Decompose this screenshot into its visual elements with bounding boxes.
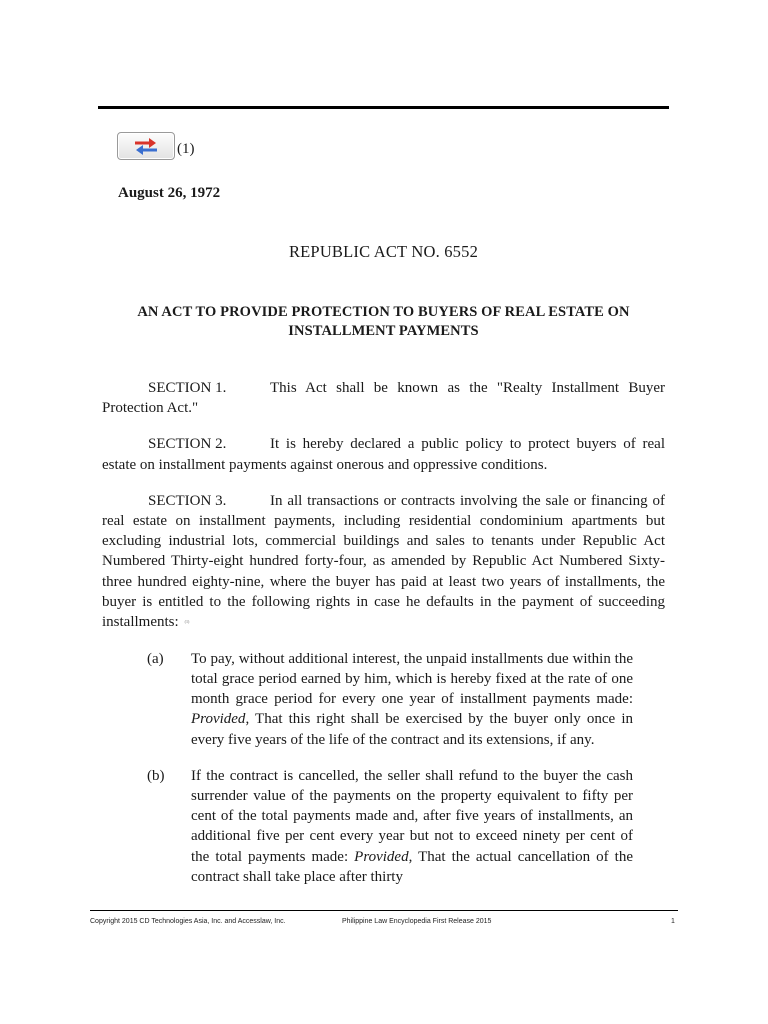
footer-release: Philippine Law Encyclopedia First Release 2015 (342, 918, 492, 925)
section-text: It is hereby declared a public policy to protect buyers of real estate on installment payments against onerous and oppressive conditions. (102, 436, 665, 473)
clause-proviso: Provided (354, 848, 409, 865)
act-title (110, 303, 657, 341)
section-1 (102, 378, 665, 418)
act-body (102, 378, 665, 903)
footnote-mark[interactable]: (1) (184, 619, 190, 625)
clause-text (191, 766, 633, 887)
swap-button[interactable] (117, 132, 175, 160)
clause-text-part: , That this right shall be exercised by the buyer only once in every five years of the life of the contract and its extensions, if any. (191, 711, 633, 748)
section-text: This Act shall be known as the "Realty Installment Buyer Protection Act." (102, 380, 665, 417)
top-rule (98, 106, 669, 109)
swap-arrows-icon (131, 136, 161, 156)
section-label: SECTION 3. (148, 492, 227, 509)
footnote-reference[interactable]: (1) (177, 140, 195, 157)
footer-rule (90, 910, 678, 911)
act-title-line-1: AN ACT TO PROVIDE PROTECTION TO BUYERS OF REAL ESTATE ON (137, 304, 630, 320)
clause-a (102, 649, 665, 750)
clause-text-part: If the contract is cancelled, the seller shall refund to the buyer the cash surrender value of the payments on the property equivalent to fifty per cent of the total payments made and, after five years of installments, an additional five per cent every year but not to exceed ninety per cent of the total payments made: (191, 767, 633, 865)
reference-row (117, 130, 195, 162)
clause-text (191, 649, 633, 750)
section-label: SECTION 1. (148, 380, 227, 396)
clause-text-part: , That the actual cancellation of the contract shall take place after thirty (191, 848, 634, 885)
clause-label: (a) (147, 650, 164, 667)
footer-copyright: Copyright 2015 CD Technologies Asia, Inc. and Accesslaw, Inc. (90, 918, 286, 925)
clause-text-part: To pay, without additional interest, the unpaid installments due within the total grace period earned by him, which is hereby fixed at the rate of one month grace period for every one year of installment payments made: (191, 650, 633, 708)
section-3 (102, 491, 665, 633)
page-number: 1 (671, 918, 675, 925)
act-title-line-2: INSTALLMENT PAYMENTS (288, 323, 479, 339)
act-number-heading: REPUBLIC ACT NO. 6552 (288, 242, 479, 261)
clause-b (102, 766, 665, 887)
section-2 (102, 434, 665, 474)
clause-proviso: Provided (191, 711, 246, 728)
section-text: In all transactions or contracts involving the sale or financing of real estate on installment payments, including residential condominium apartments but excluding industrial lots, commercial buildings and sales to tenants under Republic Act Numbered Thirty-eight hundred forty-four, as amended by Republic Act Numbered Sixty-three hundred eighty-nine, where the buyer has paid at least two years of installments, the buyer is entitled to the following rights in case he defaults in the payment of succeeding installments: (102, 492, 665, 631)
section-label: SECTION 2. (148, 436, 227, 453)
clause-label: (b) (147, 767, 165, 784)
enactment-date: August 26, 1972 (118, 185, 221, 201)
